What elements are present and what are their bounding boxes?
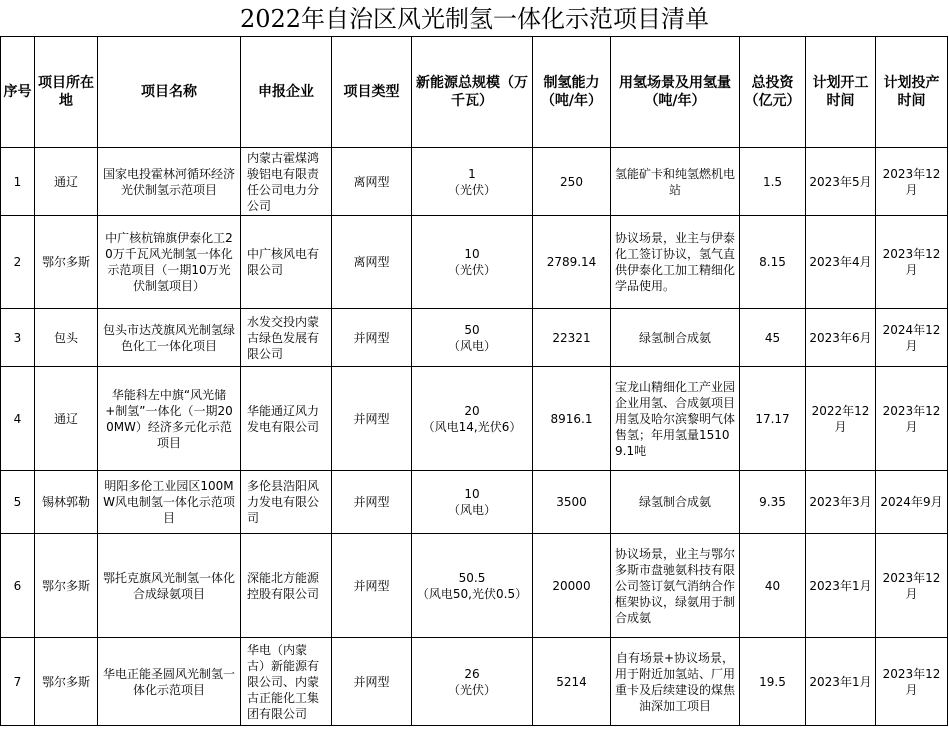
cell-capacity: 3500 (533, 471, 611, 534)
cell-start: 2023年6月 (806, 309, 876, 367)
table-row (1, 471, 948, 534)
cell-location: 鄂尔多斯 (35, 534, 98, 638)
cell-seq: 3 (1, 309, 35, 367)
table-row (1, 638, 948, 726)
cell-type: 离网型 (332, 148, 412, 216)
cell-seq: 2 (1, 216, 35, 309)
cell-capacity: 2789.14 (533, 216, 611, 309)
scale-note: （风电14,光伏6） (422, 419, 522, 434)
cell-capacity: 250 (533, 148, 611, 216)
cell-company: 内蒙古霍煤鸿骏铝电有限责任公司电力分公司 (241, 148, 332, 216)
cell-investment: 1.5 (740, 148, 806, 216)
table-row (1, 367, 948, 471)
cell-usage: 自有场景+协议场景，用于附近加氢站、厂用重卡及后续建设的煤焦油深加工项目 (611, 638, 740, 726)
cell-production: 2023年12月 (876, 216, 948, 309)
cell-capacity: 20000 (533, 534, 611, 638)
cell-company: 华电（内蒙古）新能源有限公司、内蒙古正能化工集团有限公司 (241, 638, 332, 726)
cell-capacity: 22321 (533, 309, 611, 367)
table-row (1, 216, 948, 309)
cell-investment: 17.17 (740, 367, 806, 471)
cell-company: 华能通辽风力发电有限公司 (241, 367, 332, 471)
scale-value: 10 (464, 487, 480, 501)
header-name: 项目名称 (98, 37, 241, 148)
cell-production: 2024年12月 (876, 309, 948, 367)
cell-start: 2023年1月 (806, 534, 876, 638)
cell-production: 2023年12月 (876, 367, 948, 471)
cell-company: 深能北方能源控股有限公司 (241, 534, 332, 638)
table-row (1, 534, 948, 638)
cell-name: 包头市达茂旗风光制氢绿色化工一体化项目 (98, 309, 241, 367)
cell-location: 锡林郭勒 (35, 471, 98, 534)
cell-capacity: 5214 (533, 638, 611, 726)
scale-note: （风电） (447, 503, 496, 517)
cell-usage: 协议场景，业主与伊泰化工签订协议，氢气直供伊泰化工加工精细化学品使用。 (611, 216, 740, 309)
cell-capacity: 8916.1 (533, 367, 611, 471)
header-investment: 总投资（亿元） (740, 37, 806, 148)
cell-scale (412, 638, 533, 726)
cell-location: 鄂尔多斯 (35, 638, 98, 726)
cell-usage: 绿氢制合成氨 (611, 471, 740, 534)
header-location: 项目所在地 (35, 37, 98, 148)
cell-scale (412, 148, 533, 216)
header-capacity: 制氢能力（吨/年） (533, 37, 611, 148)
cell-start: 2023年1月 (806, 638, 876, 726)
cell-name: 鄂托克旗风光制氢一体化合成绿氨项目 (98, 534, 241, 638)
scale-value: 20 (464, 403, 480, 418)
cell-investment: 40 (740, 534, 806, 638)
cell-usage: 绿氢制合成氨 (611, 309, 740, 367)
header-production: 计划投产时间 (876, 37, 948, 148)
cell-name: 国家电投霍林河循环经济光伏制氢示范项目 (98, 148, 241, 216)
cell-investment: 8.15 (740, 216, 806, 309)
cell-seq: 1 (1, 148, 35, 216)
header-row (1, 37, 948, 148)
scale-value: 50.5 (458, 570, 486, 585)
cell-type: 并网型 (332, 638, 412, 726)
cell-investment: 19.5 (740, 638, 806, 726)
cell-name: 华能科左中旗“风光储+制氢”一体化（一期200MW）经济多元化示范项目 (98, 367, 241, 471)
cell-name: 中广核杭锦旗伊泰化工20万千瓦风光制氢一体化示范项目（一期10万光伏制氢项目） (98, 216, 241, 309)
table-row (1, 309, 948, 367)
cell-usage: 氢能矿卡和纯氢燃机电站 (611, 148, 740, 216)
scale-note: （光伏） (447, 182, 496, 197)
project-table (0, 36, 948, 726)
cell-start: 2023年5月 (806, 148, 876, 216)
document-title: 2022年自治区风光制氢一体化示范项目清单 (239, 5, 710, 33)
scale-value: 26 (464, 666, 480, 681)
header-scale: 新能源总规模（万千瓦） (412, 37, 533, 148)
cell-location: 通辽 (35, 367, 98, 471)
cell-production: 2023年12月 (876, 148, 948, 216)
cell-location: 包头 (35, 309, 98, 367)
header-seq: 序号 (1, 37, 35, 148)
cell-investment: 45 (740, 309, 806, 367)
scale-value: 50 (464, 322, 480, 337)
cell-type: 并网型 (332, 534, 412, 638)
cell-start: 2023年3月 (806, 471, 876, 534)
cell-scale (412, 534, 533, 638)
cell-name: 明阳多伦工业园区100MW风电制氢一体化示范项目 (98, 471, 241, 534)
table-row (1, 148, 948, 216)
cell-type: 并网型 (332, 309, 412, 367)
cell-seq: 4 (1, 367, 35, 471)
cell-scale (412, 309, 533, 367)
cell-investment: 9.35 (740, 471, 806, 534)
scale-note: （风电50,光伏0.5） (416, 586, 528, 601)
scale-note: （光伏） (447, 263, 496, 277)
cell-type: 离网型 (332, 216, 412, 309)
cell-location: 通辽 (35, 148, 98, 216)
scale-note: （光伏） (447, 682, 496, 697)
cell-type: 并网型 (332, 367, 412, 471)
cell-seq: 6 (1, 534, 35, 638)
cell-company: 多伦县浩阳风力发电有限公司 (241, 471, 332, 534)
cell-scale (412, 216, 533, 309)
scale-note: （风电） (447, 338, 496, 353)
cell-company: 水发交投内蒙古绿色发展有限公司 (241, 309, 332, 367)
cell-scale (412, 471, 533, 534)
cell-start: 2022年12月 (806, 367, 876, 471)
header-usage: 用氢场景及用氢量（吨/年） (611, 37, 740, 148)
cell-usage: 协议场景，业主与鄂尔多斯市盘驰氨科技有限公司签订氨气消纳合作框架协议，绿氨用于制合成氨 (611, 534, 740, 638)
cell-name: 华电正能圣圆风光制氢一体化示范项目 (98, 638, 241, 726)
cell-usage: 宝龙山精细化工产业园企业用氢、合成氨项目用氢及哈尔滨黎明气体售氢；年用氢量15109.1吨 (611, 367, 740, 471)
header-company: 申报企业 (241, 37, 332, 148)
scale-value: 10 (464, 247, 480, 261)
cell-seq: 5 (1, 471, 35, 534)
cell-location: 鄂尔多斯 (35, 216, 98, 309)
cell-company: 中广核风电有限公司 (241, 216, 332, 309)
header-start: 计划开工时间 (806, 37, 876, 148)
cell-seq: 7 (1, 638, 35, 726)
header-type: 项目类型 (332, 37, 412, 148)
cell-production: 2024年9月 (876, 471, 948, 534)
cell-scale (412, 367, 533, 471)
cell-production: 2023年12月 (876, 534, 948, 638)
scale-value: 1 (468, 166, 476, 181)
cell-production: 2023年12月 (876, 638, 948, 726)
cell-type: 并网型 (332, 471, 412, 534)
cell-start: 2023年4月 (806, 216, 876, 309)
